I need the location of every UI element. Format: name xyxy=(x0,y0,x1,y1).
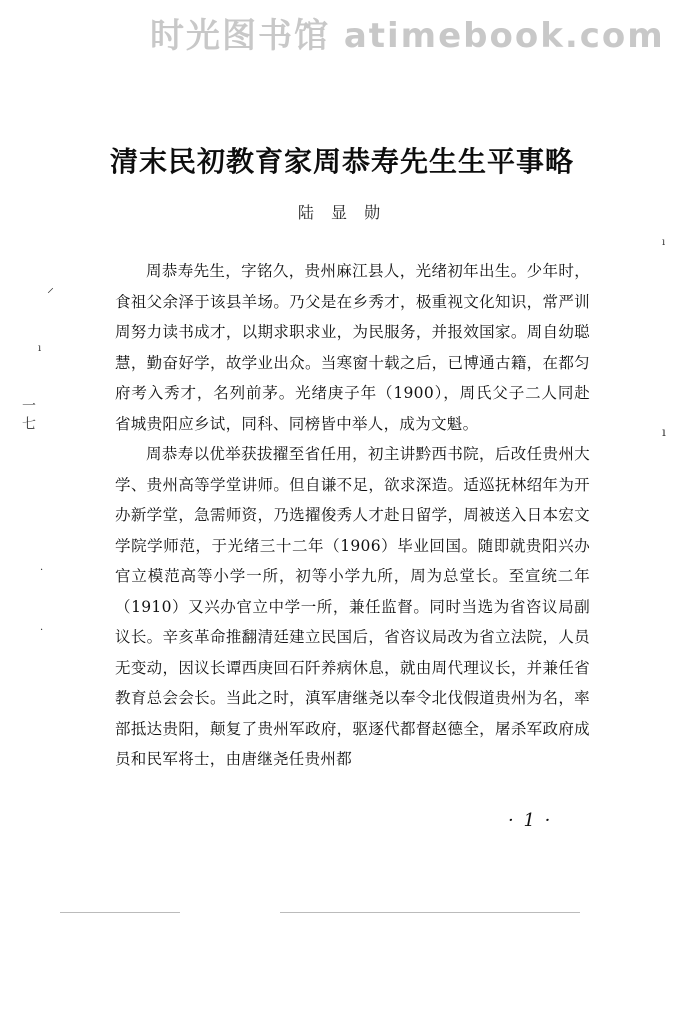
watermark: 时光图书馆 atimebook.com xyxy=(150,16,665,56)
margin-mark: · xyxy=(40,625,44,636)
margin-mark: ı xyxy=(662,237,666,248)
article-title: 清末民初教育家周恭寿先生生平事略 xyxy=(109,145,574,178)
article-author: 陆 显 勋 xyxy=(297,203,387,222)
margin-mark: ı xyxy=(38,343,42,354)
paragraph: 周恭寿先生，字铭久，贵州麻江县人，光绪初年出生。少年时，食祖父余泽于该县羊场。乃父是在乡秀才，极重视文化知识，常严训周努力读书成才，以期求职求业，为民服务，并报效国家。周自幼聪慧，勤奋好学，故学业出众。当寒窗十载之后，已博通古籍，在都匀府考入秀才，名列前茅。光绪庚子年（1900），周氏父子二人同赴省城贵阳应乡试，同科、同榜皆中举人，成为文魁。 xyxy=(115,262,590,433)
article-body xyxy=(115,256,590,775)
scan-line xyxy=(280,912,580,913)
margin-mark: · xyxy=(40,565,44,576)
margin-note: 一七 xyxy=(20,398,36,434)
margin-mark: ı xyxy=(662,425,666,439)
page-number: · 1 · xyxy=(508,810,553,831)
margin-mark: ⸝ xyxy=(47,280,54,296)
paragraph: 周恭寿以优举获拔擢至省任用，初主讲黔西书院，后改任贵州大学、贵州高等学堂讲师。但自谦不足，欲求深造。适巡抚林绍年为开办新学堂，急需师资，乃选擢俊秀人才赴日留学，周被送入日本宏文学院学师范，于光绪三十二年（1906）毕业回国。随即就贵阳兴办官立模范高等小学一所，初等小学九所，周为总堂长。至宣统二年（1910）又兴办官立中学一所，兼任监督。同时当选为省咨议局副议长。辛亥革命推翻清廷建立民国后，省咨议局改为省立法院，人员无变动，因议长谭西庚回石阡养病休息，就由周代理议长，并兼任省教育总会会长。当此之时，滇军唐继尧以奉令北伐假道贵州为名，率部抵达贵阳，颠复了贵州军政府，驱逐代都督赵德全，屠杀军政府成员和民军将士，由唐继尧任贵州都 xyxy=(115,445,590,768)
scan-line xyxy=(60,912,180,913)
